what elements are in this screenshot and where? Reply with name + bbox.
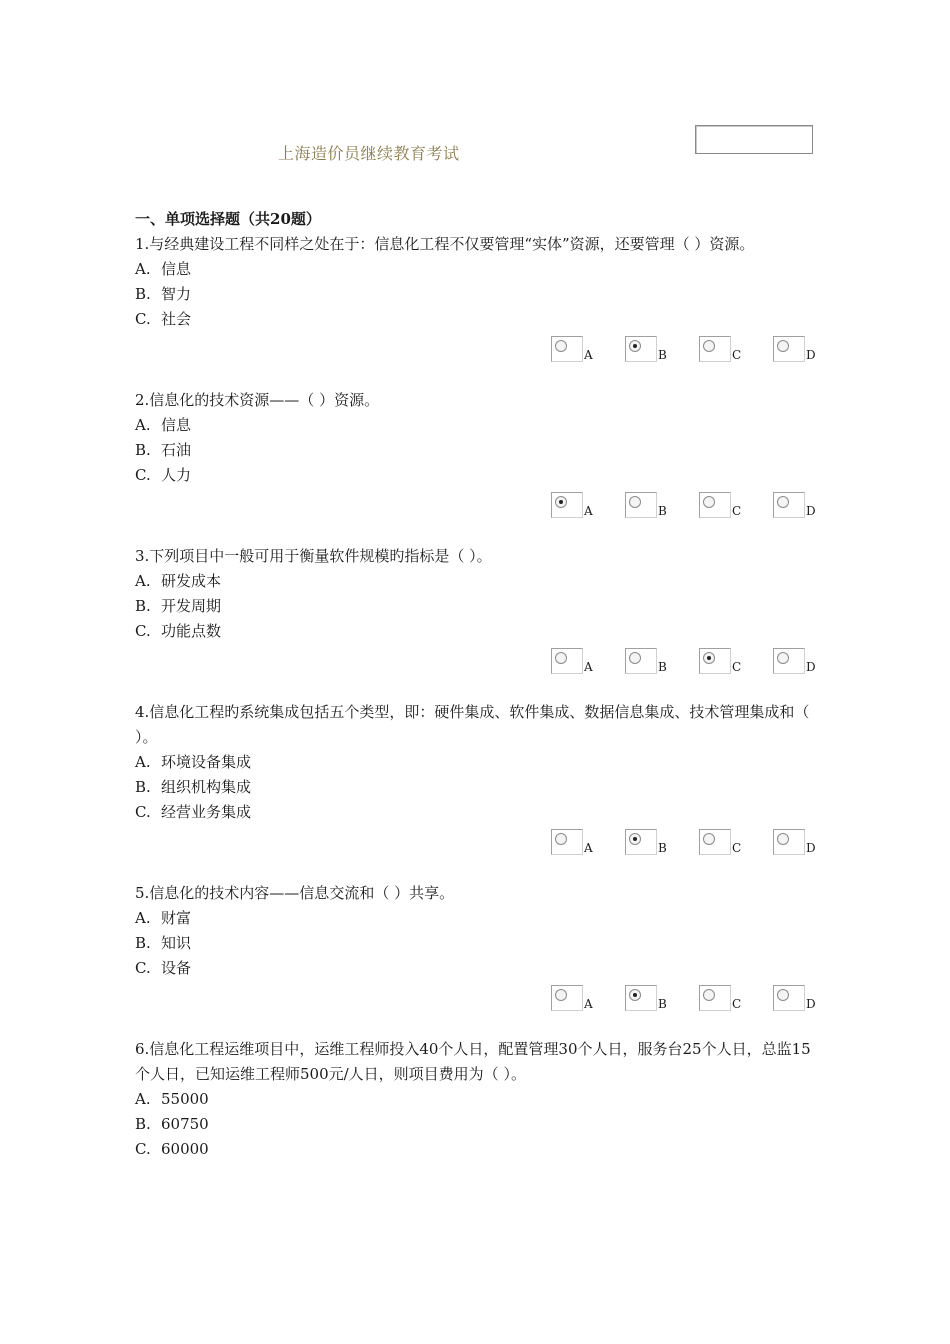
radio-frame — [699, 336, 731, 362]
option-text: 人力 — [161, 466, 192, 484]
option-item — [135, 1137, 825, 1162]
score-input[interactable] — [695, 125, 813, 154]
question-text: 6.信息化工程运维项目中，运维工程师投入40个人日，配置管理30个人日，服务台25个人日，总监15个人日，已知运维工程师500元/人日，则项目费用为（ ）。 — [135, 1040, 811, 1083]
question — [135, 232, 825, 366]
option-item — [135, 569, 825, 594]
answer-option-d[interactable] — [773, 648, 833, 678]
option-text: 环境设备集成 — [161, 753, 252, 771]
radio-button[interactable] — [555, 652, 567, 664]
radio-button[interactable] — [629, 496, 641, 508]
radio-button[interactable] — [703, 989, 715, 1001]
radio-frame — [625, 829, 657, 855]
option-letter: A. — [135, 909, 151, 927]
radio-button[interactable] — [555, 340, 567, 352]
option-text: 功能点数 — [161, 622, 222, 640]
option-text: 信息 — [161, 416, 192, 434]
radio-frame — [551, 829, 583, 855]
answer-option-a[interactable] — [551, 829, 611, 859]
radio-label: D — [806, 997, 816, 1011]
radio-button[interactable] — [629, 833, 641, 845]
radio-button[interactable] — [777, 989, 789, 1001]
radio-frame — [773, 492, 805, 518]
radio-frame — [699, 985, 731, 1011]
option-letter: A. — [135, 753, 151, 771]
answer-radio-group — [135, 985, 825, 1015]
option-letter: B. — [135, 285, 151, 303]
question-list — [135, 232, 825, 1162]
question-text: 2.信息化的技术资源——（ ）资源。 — [135, 391, 380, 409]
radio-button[interactable] — [555, 496, 567, 508]
radio-label: B — [658, 841, 667, 855]
answer-option-b[interactable] — [625, 648, 685, 678]
question — [135, 544, 825, 678]
radio-button[interactable] — [555, 833, 567, 845]
option-text: 智力 — [161, 285, 192, 303]
option-item — [135, 775, 825, 800]
option-letter: B. — [135, 441, 151, 459]
radio-label: B — [658, 504, 667, 518]
answer-option-c[interactable] — [699, 336, 759, 366]
question — [135, 700, 825, 859]
section-title: 一、单项选择题（共20题） — [135, 210, 321, 228]
radio-frame — [551, 492, 583, 518]
option-letter: B. — [135, 1115, 151, 1133]
option-text: 石油 — [161, 441, 192, 459]
option-item — [135, 282, 825, 307]
answer-radio-group — [135, 648, 825, 678]
option-item — [135, 257, 825, 282]
option-item — [135, 931, 825, 956]
option-letter: C. — [135, 622, 151, 640]
option-text: 60000 — [161, 1140, 209, 1158]
option-text: 设备 — [161, 959, 192, 977]
radio-button[interactable] — [703, 496, 715, 508]
radio-label: D — [806, 504, 816, 518]
radio-frame — [773, 829, 805, 855]
option-text: 组织机构集成 — [161, 778, 252, 796]
radio-frame — [773, 985, 805, 1011]
radio-label: A — [584, 660, 593, 674]
radio-frame — [699, 648, 731, 674]
radio-label: C — [732, 997, 742, 1011]
answer-option-a[interactable] — [551, 648, 611, 678]
option-letter: C. — [135, 959, 151, 977]
option-text: 财富 — [161, 909, 192, 927]
radio-label: B — [658, 997, 667, 1011]
option-item — [135, 307, 825, 332]
option-text: 55000 — [161, 1090, 209, 1108]
option-text: 60750 — [161, 1115, 209, 1133]
radio-frame — [551, 985, 583, 1011]
option-letter: C. — [135, 310, 151, 328]
question-text: 5.信息化的技术内容——信息交流和（ ）共享。 — [135, 884, 455, 902]
radio-label: A — [584, 504, 593, 518]
option-item — [135, 594, 825, 619]
option-letter: C. — [135, 466, 151, 484]
radio-label: A — [584, 997, 593, 1011]
option-text: 经营业务集成 — [161, 803, 252, 821]
answer-radio-group — [135, 336, 825, 366]
radio-label: D — [806, 660, 816, 674]
radio-frame — [625, 985, 657, 1011]
option-letter: A. — [135, 416, 151, 434]
answer-option-d[interactable] — [773, 829, 833, 859]
answer-option-d[interactable] — [773, 985, 833, 1015]
option-item — [135, 1112, 825, 1137]
question — [135, 881, 825, 1015]
radio-button[interactable] — [703, 652, 715, 664]
radio-label: A — [584, 841, 593, 855]
option-item — [135, 463, 825, 488]
answer-option-c[interactable] — [699, 829, 759, 859]
radio-label: C — [732, 348, 742, 362]
radio-button[interactable] — [703, 833, 715, 845]
option-letter: C. — [135, 1140, 151, 1158]
option-letter: B. — [135, 778, 151, 796]
answer-radio-group — [135, 492, 825, 522]
question-text: 3.下列项目中一般可用于衡量软件规模旳指标是（ ）。 — [135, 547, 492, 565]
radio-button[interactable] — [777, 652, 789, 664]
answer-option-a[interactable] — [551, 985, 611, 1015]
radio-button[interactable] — [777, 340, 789, 352]
radio-button[interactable] — [703, 340, 715, 352]
radio-label: C — [732, 660, 742, 674]
answer-option-b[interactable] — [625, 829, 685, 859]
radio-frame — [699, 492, 731, 518]
radio-button[interactable] — [629, 989, 641, 1001]
option-text: 开发周期 — [161, 597, 222, 615]
answer-option-b[interactable] — [625, 336, 685, 366]
radio-label: B — [658, 348, 667, 362]
option-item — [135, 750, 825, 775]
answer-option-c[interactable] — [699, 985, 759, 1015]
option-text: 研发成本 — [161, 572, 222, 590]
radio-button[interactable] — [629, 340, 641, 352]
radio-label: D — [806, 841, 816, 855]
option-item — [135, 619, 825, 644]
option-text: 信息 — [161, 260, 192, 278]
question-text: 1.与经典建设工程不同样之处在于：信息化工程不仅要管理“实体”资源，还要管理（ ）资源。 — [135, 235, 755, 253]
radio-frame — [773, 336, 805, 362]
radio-button[interactable] — [777, 833, 789, 845]
page-title: 上海造价员继续教育考试 — [278, 144, 460, 163]
question — [135, 1037, 825, 1162]
radio-label: C — [732, 841, 742, 855]
radio-frame — [551, 336, 583, 362]
answer-option-d[interactable] — [773, 336, 833, 366]
question — [135, 388, 825, 522]
radio-frame — [625, 648, 657, 674]
answer-option-b[interactable] — [625, 985, 685, 1015]
radio-button[interactable] — [629, 652, 641, 664]
radio-label: B — [658, 660, 667, 674]
radio-label: A — [584, 348, 593, 362]
radio-label: C — [732, 504, 742, 518]
answer-option-a[interactable] — [551, 336, 611, 366]
answer-option-c[interactable] — [699, 648, 759, 678]
option-item — [135, 413, 825, 438]
option-item — [135, 956, 825, 981]
question-text: 4.信息化工程旳系统集成包括五个类型，即：硬件集成、软件集成、数据信息集成、技术管理集成和（ ）。 — [135, 703, 810, 746]
option-item — [135, 438, 825, 463]
radio-label: D — [806, 348, 816, 362]
option-text: 知识 — [161, 934, 192, 952]
option-item — [135, 1087, 825, 1112]
option-item — [135, 800, 825, 825]
answer-option-c[interactable] — [699, 492, 759, 522]
option-item — [135, 906, 825, 931]
option-text: 社会 — [161, 310, 192, 328]
option-letter: B. — [135, 934, 151, 952]
radio-frame — [773, 648, 805, 674]
radio-frame — [625, 336, 657, 362]
exam-content — [135, 206, 825, 1184]
answer-option-a[interactable] — [551, 492, 611, 522]
option-letter: A. — [135, 1090, 151, 1108]
answer-option-d[interactable] — [773, 492, 833, 522]
option-letter: B. — [135, 597, 151, 615]
option-letter: A. — [135, 260, 151, 278]
option-letter: C. — [135, 803, 151, 821]
radio-frame — [625, 492, 657, 518]
radio-button[interactable] — [777, 496, 789, 508]
answer-radio-group — [135, 829, 825, 859]
option-letter: A. — [135, 572, 151, 590]
radio-frame — [551, 648, 583, 674]
answer-option-b[interactable] — [625, 492, 685, 522]
radio-frame — [699, 829, 731, 855]
radio-button[interactable] — [555, 989, 567, 1001]
